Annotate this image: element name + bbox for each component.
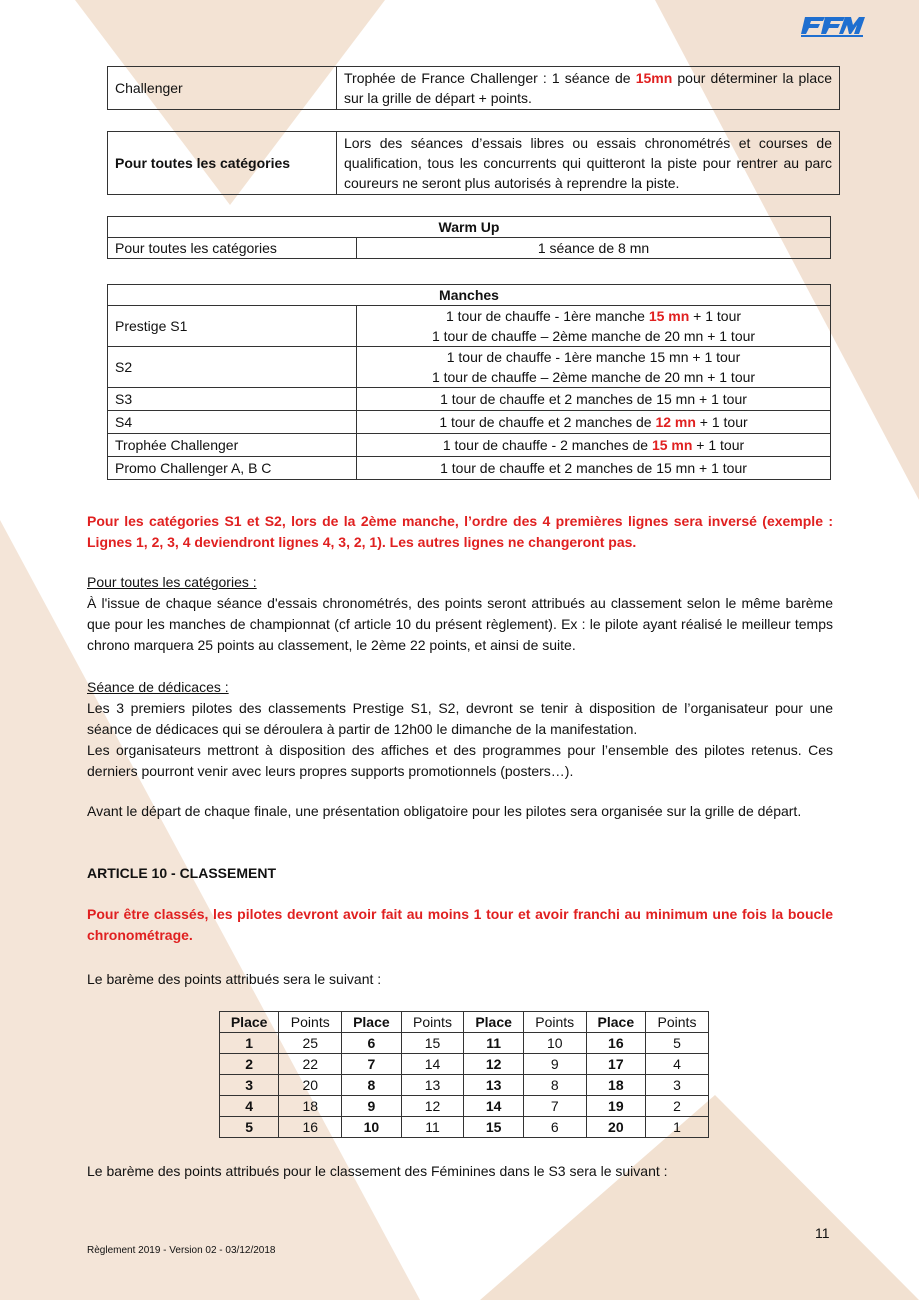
points-cell: 3 [645, 1075, 708, 1096]
challenger-label: Challenger [108, 67, 337, 110]
place-cell: 15 [464, 1117, 523, 1138]
col-header: Place [220, 1012, 279, 1033]
place-cell: 2 [220, 1054, 279, 1075]
table-row [220, 1117, 709, 1138]
section-dedicaces [87, 677, 833, 782]
points-table [219, 1011, 709, 1138]
points-intro: Le barème des points attribués sera le suivant : [87, 971, 382, 987]
table-row [220, 1096, 709, 1117]
manches-row-value: 1 tour de chauffe et 2 manches de 12 mn + 1 tour [357, 411, 831, 434]
place-cell: 5 [220, 1117, 279, 1138]
place-cell: 14 [464, 1096, 523, 1117]
points-cell: 14 [401, 1054, 464, 1075]
all-categories-text: Lors des séances d’essais libres ou essais chronométrés et courses de qualification, tous les concurrents qui quitteront la piste pour rentrer au parc coureurs ne seront plus autorisés à reprendre la piste. [337, 132, 840, 195]
col-header: Place [342, 1012, 401, 1033]
place-cell: 12 [464, 1054, 523, 1075]
warmup-value: 1 séance de 8 mn [357, 238, 831, 259]
col-header: Points [401, 1012, 464, 1033]
points-cell: 10 [523, 1033, 586, 1054]
place-cell: 9 [342, 1096, 401, 1117]
place-cell: 7 [342, 1054, 401, 1075]
manches-row-label: S2 [108, 347, 357, 388]
col-header: Place [464, 1012, 523, 1033]
manches-row-label: S4 [108, 411, 357, 434]
all-categories-table [107, 131, 840, 195]
article10-title: ARTICLE 10 - CLASSEMENT [87, 865, 277, 881]
points-cell: 9 [523, 1054, 586, 1075]
table-row [220, 1033, 709, 1054]
warmup-header: Warm Up [108, 217, 831, 238]
points-table-header [220, 1012, 709, 1033]
points-cell: 20 [279, 1075, 342, 1096]
place-cell: 8 [342, 1075, 401, 1096]
challenger-text: Trophée de France Challenger : 1 séance de 15mn pour déterminer la place sur la grille de départ + points. [337, 67, 840, 110]
manches-header: Manches [108, 285, 831, 306]
manches-row-value: 1 tour de chauffe - 1ère manche 15 mn + 1 tour 1 tour de chauffe – 2ème manche de 20 mn + 1 tour [357, 347, 831, 388]
points-cell: 6 [523, 1117, 586, 1138]
table-row [220, 1054, 709, 1075]
points-cell: 2 [645, 1096, 708, 1117]
warmup-table [107, 216, 831, 259]
warmup-label: Pour toutes les catégories [108, 238, 357, 259]
place-cell: 16 [586, 1033, 645, 1054]
manches-row-value: 1 tour de chauffe - 2 manches de 15 mn + 1 tour [357, 434, 831, 457]
ffm-logo [799, 16, 865, 38]
manches-row-value: 1 tour de chauffe et 2 manches de 15 mn + 1 tour [357, 388, 831, 411]
section-dedicaces-text2: Les organisateurs mettront à disposition des affiches et des programmes pour l’ensemble des pilotes retenus. Ces derniers pourront venir avec leurs propres supports promotionnels (posters…). [87, 742, 833, 779]
challenger-table [107, 66, 840, 110]
all-categories-label: Pour toutes les catégories [108, 132, 337, 195]
page-number: 11 [815, 1225, 830, 1241]
col-header: Points [523, 1012, 586, 1033]
points-cell: 25 [279, 1033, 342, 1054]
section-all-heading: Pour toutes les catégories : [87, 574, 257, 590]
points-cell: 11 [401, 1117, 464, 1138]
place-cell: 19 [586, 1096, 645, 1117]
col-header: Points [279, 1012, 342, 1033]
points-cell: 22 [279, 1054, 342, 1075]
place-cell: 13 [464, 1075, 523, 1096]
manches-row-label: S3 [108, 388, 357, 411]
feminines-intro: Le barème des points attribués pour le classement des Féminines dans le S3 sera le suivant : [87, 1163, 668, 1179]
section-all-categories [87, 572, 833, 656]
points-cell: 5 [645, 1033, 708, 1054]
points-cell: 7 [523, 1096, 586, 1117]
place-cell: 18 [586, 1075, 645, 1096]
points-cell: 12 [401, 1096, 464, 1117]
manches-row-label: Trophée Challenger [108, 434, 357, 457]
place-cell: 3 [220, 1075, 279, 1096]
col-header: Points [645, 1012, 708, 1033]
article10-notice: Pour être classés, les pilotes devront avoir fait au moins 1 tour et avoir franchi au minimum une fois la boucle chronométrage. [87, 906, 833, 943]
points-cell: 18 [279, 1096, 342, 1117]
col-header: Place [586, 1012, 645, 1033]
place-cell: 4 [220, 1096, 279, 1117]
points-cell: 15 [401, 1033, 464, 1054]
section-dedicaces-text1: Les 3 premiers pilotes des classements Prestige S1, S2, devront se tenir à disposition de l’organisateur pour une séance de dédicaces qui se déroulera à partir de 12h00 le dimanche de la manifestation. [87, 700, 833, 737]
footer-version: Règlement 2019 - Version 02 - 03/12/2018 [87, 1245, 276, 1256]
section-dedicaces-heading: Séance de dédicaces : [87, 679, 229, 695]
place-cell: 1 [220, 1033, 279, 1054]
place-cell: 20 [586, 1117, 645, 1138]
section-all-text: À l'issue de chaque séance d'essais chronométrés, des points seront attribués au classement selon le même barème que pour les manches de championnat (cf article 10 du présent règlement). Ex : le pilote ayant réalisé le meilleur temps chrono marquera 25 points au classement, le 2ème 22 points, et ainsi de suite. [87, 595, 833, 653]
place-cell: 10 [342, 1117, 401, 1138]
presentation-text: Avant le départ de chaque finale, une présentation obligatoire pour les pilotes sera organisée sur la grille de départ. [87, 803, 802, 819]
points-cell: 16 [279, 1117, 342, 1138]
manches-row-label: Promo Challenger A, B C [108, 457, 357, 480]
manches-row-value: 1 tour de chauffe - 1ère manche 15 mn + 1 tour 1 tour de chauffe – 2ème manche de 20 mn + 1 tour [357, 306, 831, 347]
challenger-highlight: 15mn [635, 70, 673, 86]
place-cell: 6 [342, 1033, 401, 1054]
table-row [220, 1075, 709, 1096]
points-cell: 13 [401, 1075, 464, 1096]
place-cell: 17 [586, 1054, 645, 1075]
inversion-notice: Pour les catégories S1 et S2, lors de la 2ème manche, l’ordre des 4 premières lignes sera inversé (exemple : Lignes 1, 2, 3, 4 deviendront lignes 4, 3, 2, 1). Les autres lignes ne changeront pas. [87, 513, 833, 550]
points-cell: 1 [645, 1117, 708, 1138]
place-cell: 11 [464, 1033, 523, 1054]
manches-table [107, 284, 831, 480]
manches-row-label: Prestige S1 [108, 306, 357, 347]
manches-row-value: 1 tour de chauffe et 2 manches de 15 mn + 1 tour [357, 457, 831, 480]
points-cell: 4 [645, 1054, 708, 1075]
points-cell: 8 [523, 1075, 586, 1096]
